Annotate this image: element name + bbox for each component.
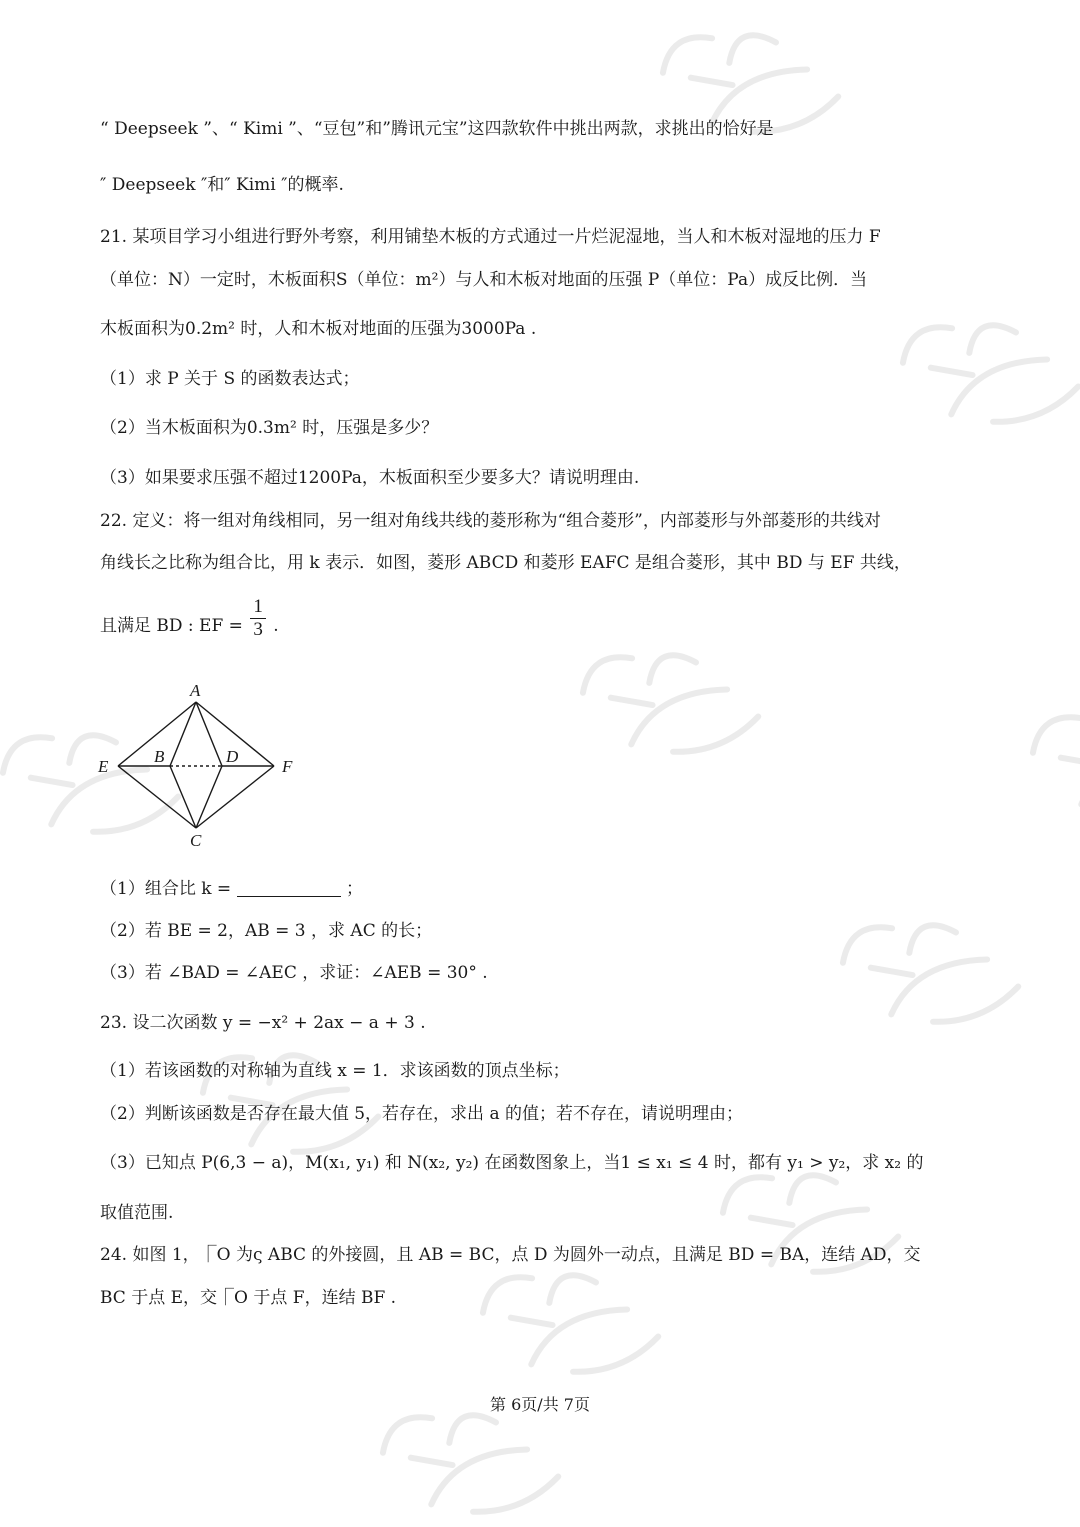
q22-part-1-text: （1）组合比 k =: [100, 879, 232, 899]
label-F: F: [282, 757, 293, 776]
watermark-stroke: [1024, 666, 1080, 853]
q20-line-1: “ Deepseek ”、“ Kimi ”、“豆包”和”腾讯元宝”这四款软件中挑出两款，求挑出的恰好是: [100, 119, 774, 139]
edge-DC: [196, 766, 222, 828]
edge-FC: [196, 766, 274, 828]
q22-line-3: [100, 596, 984, 641]
fraction-numerator: 1: [250, 596, 266, 619]
edge-BC: [170, 766, 196, 828]
q21-part-1: （1）求 P 关于 S 的函数表达式；: [100, 369, 360, 389]
edge-AB: [170, 702, 196, 766]
watermark-stroke: [654, 0, 839, 173]
q22-part-3: （3）若 ∠BAD = ∠AEC ，求证：∠AEB = 30° .: [100, 963, 488, 983]
page-number: 第 6页/共 7页: [490, 1395, 590, 1414]
q20-line-2: ″ Deepseek ″和″ Kimi ″的概率.: [100, 175, 344, 195]
answer-blank: [237, 878, 341, 897]
label-D: D: [226, 747, 239, 766]
label-E: E: [98, 757, 109, 776]
label-A: A: [190, 681, 201, 700]
q22-part-2: （2）若 BE = 2，AB = 3 ，求 AC 的长；: [100, 921, 433, 941]
q23-part-2: （2）判断该函数是否存在最大值 5，若存在，求出 a 的值；若不存在，请说明理由；: [100, 1104, 743, 1124]
q21-part-3: （3）如果要求压强不超过1200Pa，木板面积至少要多大？请说明理由.: [100, 468, 640, 488]
q22-line-2: 角线长之比称为组合比，用 k 表示．如图，菱形 ABCD 和菱形 EAFC 是组合菱形，其中 BD 与 EF 共线，: [100, 553, 911, 573]
rhombus-figure: [92, 678, 302, 850]
edge-AD: [196, 702, 222, 766]
q23-part-3-line-1: （3）已知点 P(6,3 − a)，M(x₁, y₁) 和 N(x₂, y₂) 在函数图象上，当1 ≤ x₁ ≤ 4 时，都有 y₁ > y₂，求 x₂ 的: [100, 1153, 924, 1173]
q23-line-1: 23. 设二次函数 y = −x² + 2ax − a + 3 .: [100, 1013, 426, 1033]
q21-line-2: （单位：N）一定时，木板面积S（单位：m²）与人和木板对地面的压强 P（单位：Pa）成反比例．当: [100, 270, 868, 290]
label-C: C: [190, 831, 202, 850]
q21-line-1: 21. 某项目学习小组进行野外考察，利用铺垫木板的方式通过一片烂泥湿地，当人和木板对湿地的压力 F: [100, 227, 881, 247]
q22-part-1-end: ；: [345, 879, 363, 899]
watermark-stroke: [374, 1366, 559, 1527]
q22-line-1: 22. 定义：将一组对角线相同，另一组对角线共线的菱形称为“组合菱形”，内部菱形与外部菱形的共线对: [100, 511, 881, 531]
q22-part-1: [100, 876, 984, 902]
q23-part-3-line-2: 取值范围.: [100, 1203, 174, 1223]
q22-ratio-text: 且满足 BD : EF =: [100, 616, 243, 636]
q24-line-2: BC 于点 E，交⎾O 于点 F，连结 BF .: [100, 1288, 397, 1308]
q21-line-3: 木板面积为0.2m² 时，人和木板对地面的压强为3000Pa .: [100, 319, 537, 339]
fraction: [250, 596, 266, 641]
edge-CE: [118, 766, 196, 828]
q24-line-1: 24. 如图 1，⎾O 为ς ABC 的外接圆，且 AB = BC，点 D 为圆外一动点，且满足 BD = BA，连结 AD，交: [100, 1245, 921, 1265]
label-B: B: [154, 747, 165, 766]
q23-part-1: （1）若该函数的对称轴为直线 x = 1．求该函数的顶点坐标；: [100, 1061, 570, 1081]
fraction-denominator: 3: [253, 619, 263, 640]
q22-period: .: [273, 616, 279, 636]
q21-part-2: （2）当木板面积为0.3m² 时，压强是多少？: [100, 418, 439, 438]
